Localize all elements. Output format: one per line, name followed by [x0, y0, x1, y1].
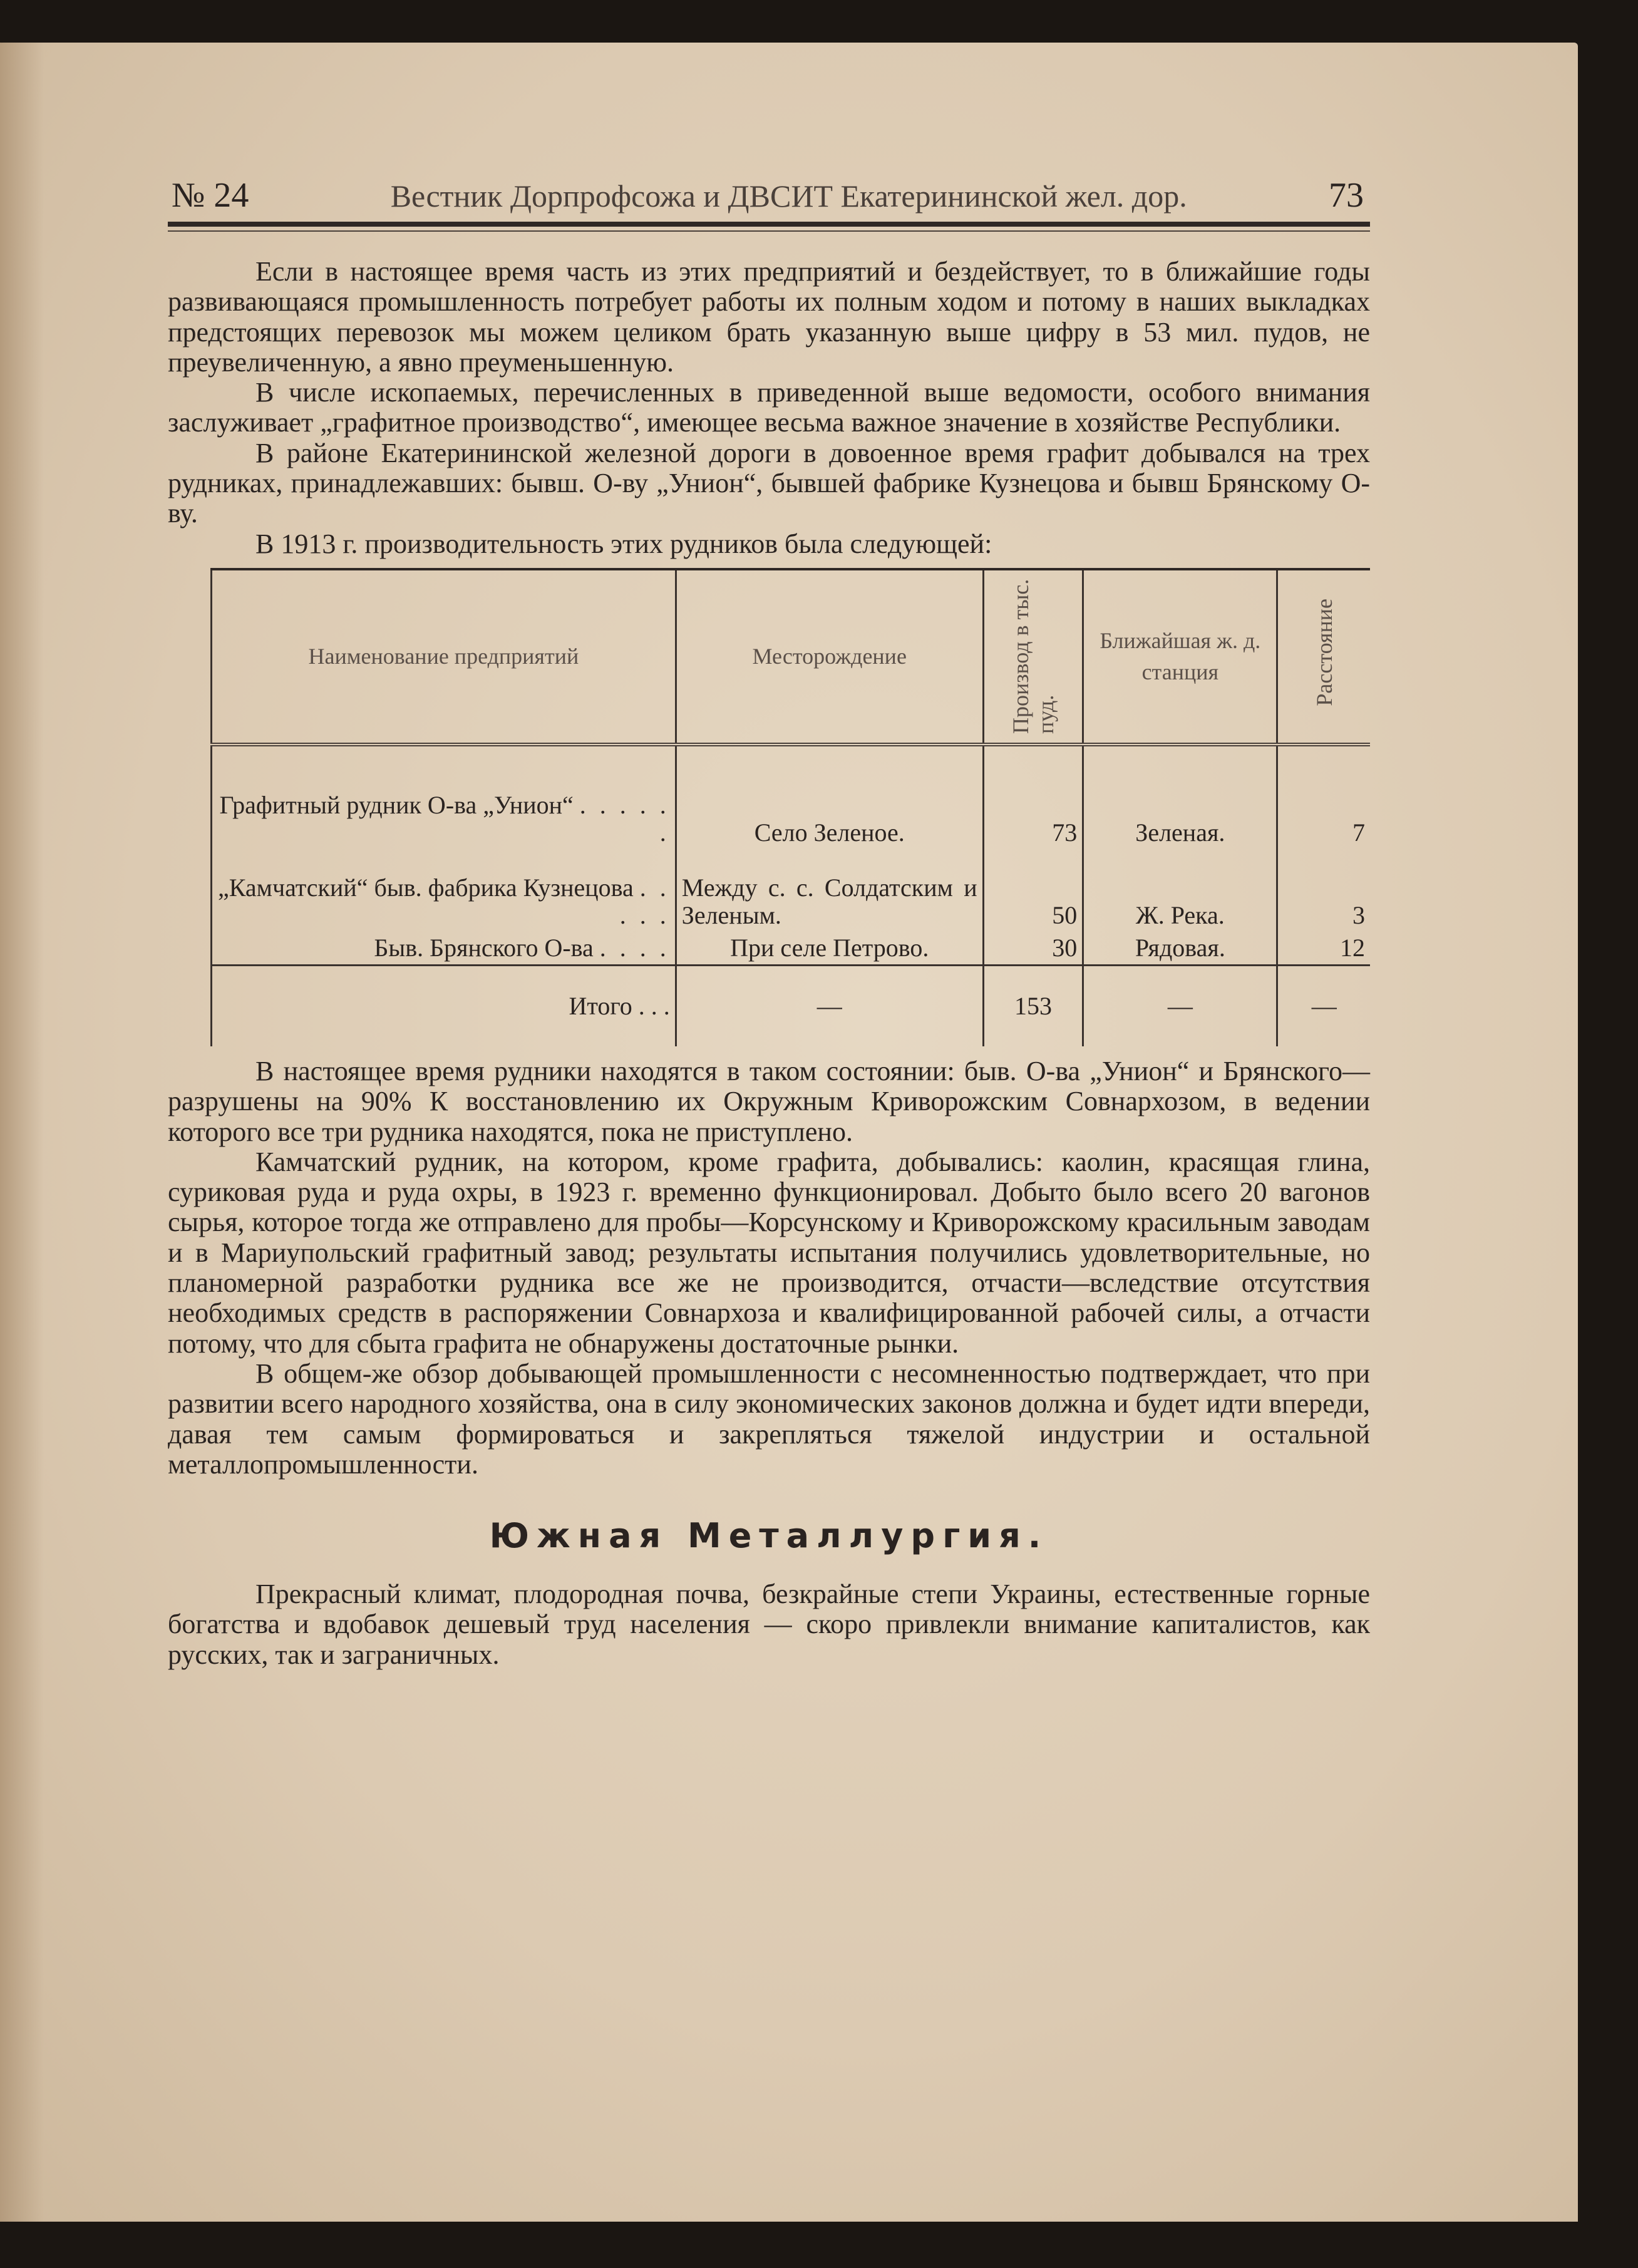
table-intro: В 1913 г. производительность этих рудников была следующей: [255, 528, 992, 559]
cell-deposit: Между с. с. Солдатским и Зеленым. [676, 849, 983, 932]
paragraph: В районе Екатерининской железной дороги в довоенное время графит добывался на трех рудниках, принадлежавших: бывш. О-ву „Унион“, бывшей фабрике Кузнецова и бывш Брянскому О-ву. [168, 437, 1370, 529]
table-header-row [212, 569, 1371, 745]
total-distance: — [1277, 965, 1370, 1046]
header-name: Наименование предприятий [212, 569, 676, 745]
cell-distance: 7 [1277, 789, 1370, 849]
intro-text [168, 257, 1370, 559]
table-spacer [212, 745, 1371, 789]
cell-production: 30 [983, 932, 1083, 966]
scanned-page [0, 43, 1578, 2222]
page-number: 73 [1329, 176, 1364, 215]
header-production [983, 569, 1083, 745]
total-production: 153 [983, 965, 1083, 1046]
paragraph: Камчатский рудник, на котором, кроме графита, добывались: каолин, красящая глина, суриковая руда и руда охры, в 1923 г. временно функционировал. Добыто было всего 20 вагонов сырья, которое тогда же отправлено для пробы—Корсунскому и Криворожскому красильным заводам и в Мариупольский графитный завод; результаты испытания получились удовлетворительные, но планомерной разработки рудника все же не производится, отчасти—вследствие отсутствия необходимых средств в распоряжении Совнархоза и квалифицированной рабочей силы, а отчасти потому, что для сбыта графита не обнаружены достаточные рынки. [168, 1146, 1370, 1359]
cell-station: Рядовая. [1083, 932, 1277, 966]
cell-name: „Камчатский“ быв. фабрика Кузнецова . . . . . [212, 849, 676, 932]
header-distance-label: Расстояние [1311, 599, 1337, 706]
paragraph: Если в настоящее время часть из этих предприятий и бездействует, то в ближайшие годы развивающаяся промышленность потребует работы их полным ходом и потому в наших выкладках предстоящих перевозок мы можем целиком брать указанную выше цифру в 53 мил. пудов, не преувеличенную, а явно преуменьшенную. [168, 256, 1370, 378]
running-header [168, 175, 1370, 227]
header-rule [168, 230, 1370, 232]
cell-distance: 12 [1277, 932, 1370, 966]
cell-deposit: При селе Петрово. [676, 932, 983, 966]
total-station: — [1083, 965, 1277, 1046]
issue-number: № 24 [172, 176, 249, 215]
cell-station: Зеленая. [1083, 789, 1277, 849]
cell-name: Быв. Брянского О-ва . . . . [212, 932, 676, 966]
cell-production: 73 [983, 789, 1083, 849]
paragraph: В числе ископаемых, перечисленных в приведенной выше ведомости, особого внимания заслуживает „графитное производство“, имеющее весьма важное значение в хозяйстве Республики. [168, 377, 1370, 438]
mines-table [210, 568, 1370, 1046]
header-distance [1277, 569, 1370, 745]
cell-name: Графитный рудник О-ва „Унион“ . . . . . . [212, 789, 676, 849]
page-spine-shadow [0, 43, 44, 2222]
paragraph: В общем-же обзор добывающей промышленности с несомненностью подтверждает, что при развитии всего народного хозяйства, она в силу экономических законов должна и будет идти впереди, давая тем самым формироваться и закрепляться тяжелой индустрии и остальной металлопромышленности. [168, 1358, 1370, 1480]
page-content [168, 175, 1370, 1670]
header-production-label: Производ в тыс. пуд. [1007, 579, 1058, 734]
cell-station: Ж. Река. [1083, 849, 1277, 932]
cell-deposit: Село Зеленое. [676, 789, 983, 849]
paragraph: В настоящее время рудники находятся в таком состоянии: быв. О-ва „Унион“ и Брянского—разрушены на 90% К восстановлению их Окружным Криворожским Совнархозом, в ведении которого все три рудника находятся, пока не приступлено. [168, 1055, 1370, 1147]
body-text [168, 1056, 1370, 1480]
section-heading: Южная Металлургия. [489, 1516, 1049, 1556]
total-label: Итого . . . [212, 965, 676, 1046]
table-row [212, 932, 1371, 966]
header-deposit: Месторождение [676, 569, 983, 745]
table-row [212, 789, 1371, 849]
total-deposit: — [676, 965, 983, 1046]
cell-production: 50 [983, 849, 1083, 932]
table-total-row [212, 965, 1371, 1046]
cell-distance: 3 [1277, 849, 1370, 932]
table-row [212, 849, 1371, 932]
header-station: Ближайшая ж. д. станция [1083, 569, 1277, 745]
section-paragraph: Прекрасный климат, плодородная почва, безкрайные степи Украины, естественные горные богатства и вдобавок дешевый труд населения — скоро привлекли внимание капиталистов, как русских, так и заграничных. [168, 1579, 1370, 1670]
journal-title: Вестник Дорпрофсожа и ДВСИТ Екатерининской жел. дор. [390, 178, 1187, 214]
